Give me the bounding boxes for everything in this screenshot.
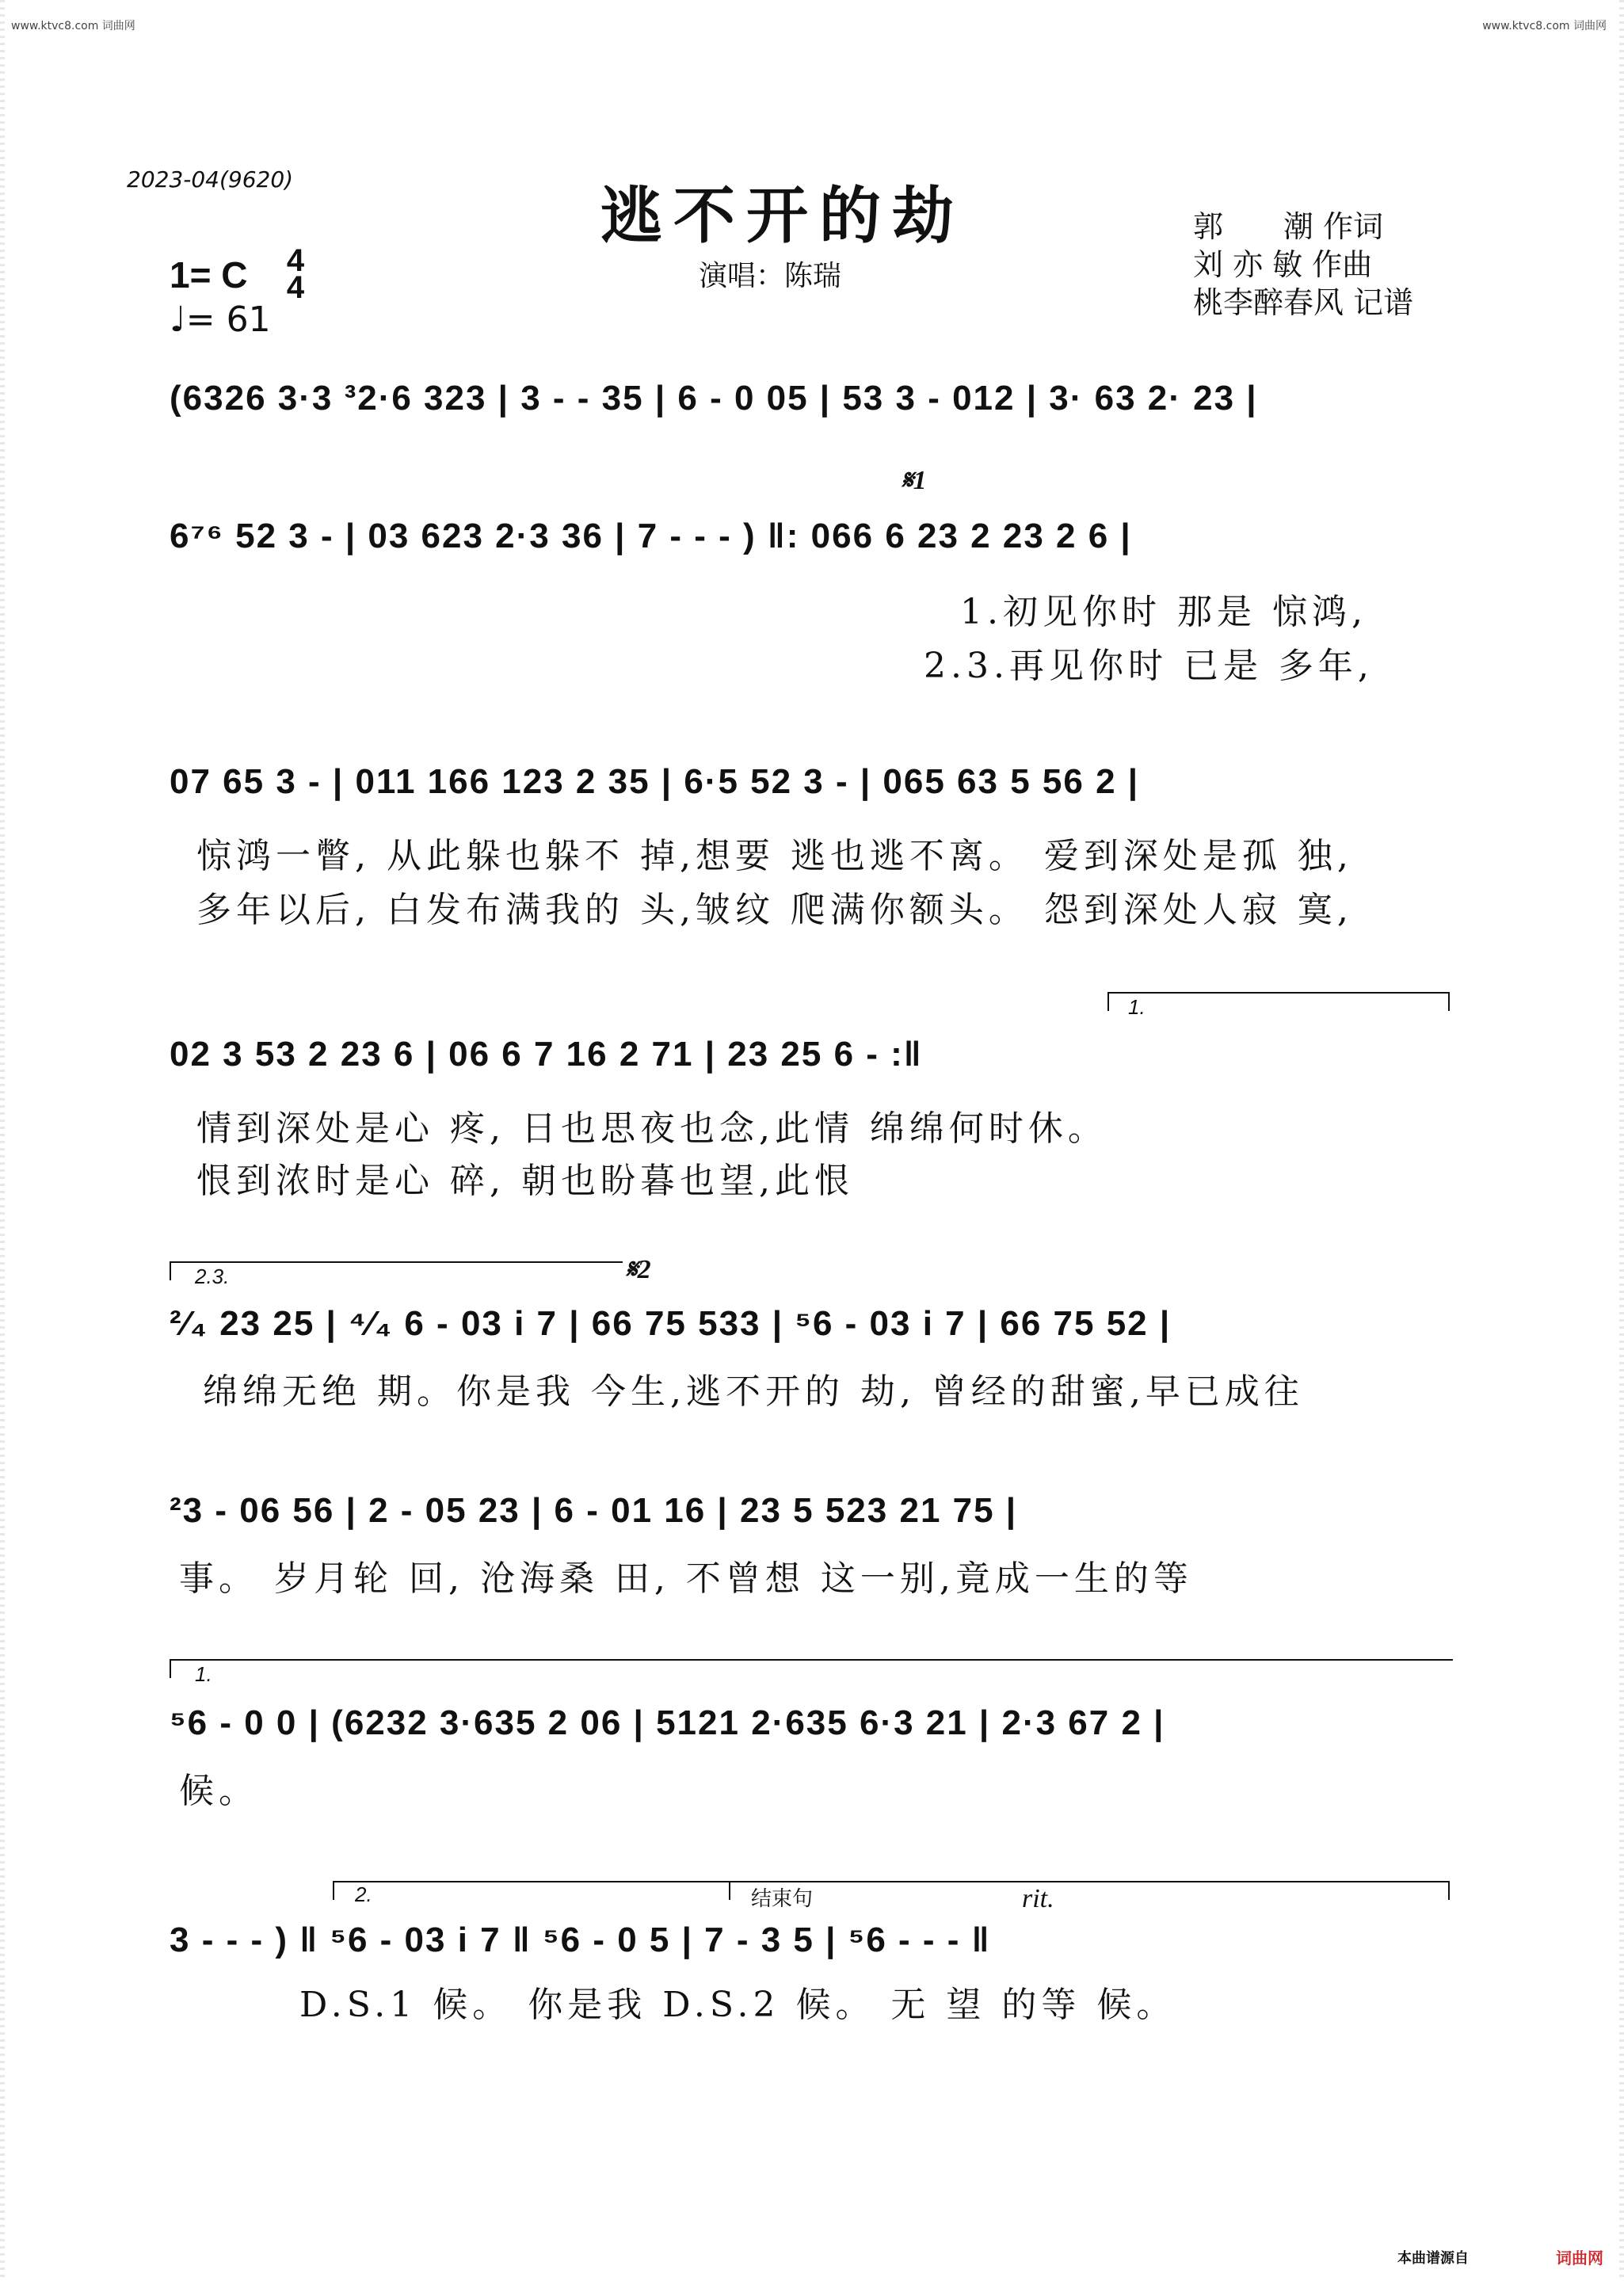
notation-row-1: (6326 3·3 ³2·6 323 | 3 - - 35 | 6 - 0 05 | 53 3 - 012 | 3· 63 2· 23 | [170,379,1258,418]
notation-row-2: 6⁷⁶ 52 3 - | 03 623 2·3 36 | 7 - - - ) ‖: 066 6 23 2 23 2 6 | [170,517,1132,555]
lyric-row-2-verse-1: 1.初见你时 那是 惊鸿, [960,592,1367,632]
notation-row-6: ²3 - 06 56 | 2 - 05 23 | 6 - 01 16 | 23 5 523 21 75 | [170,1491,1018,1530]
key-signature: 1= C [170,254,248,296]
lyricist-credit: 郭 潮 作词 [1193,209,1384,244]
lyric-row-3-verse-1: 惊鸿一瞥, 从此躲也躲不 掉,想要 逃也逃不离。 爱到深处是孤 独, [196,836,1353,876]
lyric-row-4-verse-1: 情到深处是心 疼, 日也思夜也念,此情 绵绵何时休。 [196,1108,1107,1149]
volta-bracket-2-3 [170,1261,623,1280]
song-title: 逃不开的劫 [600,180,966,252]
tempo-value: = 61 [185,299,271,340]
transcriber-credit: 桃李醉春风 记谱 [1193,285,1414,320]
lyric-row-7: 候。 [179,1771,258,1811]
ending-phrase-label: 结束句 [751,1886,814,1910]
left-edge-strip [0,0,5,2281]
volta-label-2-ending: 2. [355,1882,372,1906]
volta-label-1-ending: 1. [195,1662,212,1686]
footer-site-logo: 词曲网 [1556,2249,1603,2268]
quarter-note-icon: ♩ [170,299,186,340]
tempo-marking [170,299,271,340]
time-signature [282,243,309,305]
score-code: 2023-04(9620) [127,166,294,193]
right-edge-strip [1619,0,1624,2281]
ritardando-marking: rit. [1022,1884,1054,1913]
notation-row-4: 02 3 53 2 23 6 | 06 6 7 16 2 71 | 23 25 6 - :‖ [170,1035,923,1074]
lyric-row-4-verse-2: 恨到浓时是心 碎, 朝也盼暮也望,此恨 [196,1161,854,1201]
segno-1: 𝄋1 [902,466,927,495]
credits-block [1193,208,1413,322]
lyric-row-8: D.S.1 候。 你是我 D.S.2 候。 无 望 的等 候。 [299,1985,1176,2025]
lyric-row-6: 事。 岁月轮 回, 沧海桑 田, 不曾想 这一别,竟成一生的等 [179,1558,1193,1599]
singer-credit: 演唱：陈瑞 [699,260,842,292]
volta-bracket-1-ending [170,1659,1453,1678]
site-watermark-left: www.ktvc8.com 词曲网 [11,20,135,32]
volta-label-2-3: 2.3. [195,1264,230,1288]
segno-2: 𝄋2 [626,1255,651,1284]
lyric-row-3-verse-2: 多年以后, 白发布满我的 头,皱纹 爬满你额头。 怨到深处人寂 寞, [196,890,1353,930]
notation-row-5: ²⁄₄ 23 25 | ⁴⁄₄ 6 - 03 i 7 | 66 75 533 | ⁵6 - 03 i 7 | 66 75 52 | [170,1304,1172,1343]
footer-source-text: 本曲谱源自 [1397,2250,1469,2267]
lyric-row-2-verse-2: 2.3.再见你时 已是 多年, [924,646,1374,686]
notation-row-7: ⁵6 - 0 0 | (6232 3·635 2 06 | 5121 2·635 6·3 21 | 2·3 67 2 | [170,1703,1165,1742]
volta-label-1: 1. [1128,995,1146,1019]
volta-bracket-1 [1107,992,1450,1011]
volta-bracket-2-ending [333,1881,730,1900]
lyric-row-5: 绵绵无绝 期。你是我 今生,逃不开的 劫, 曾经的甜蜜,早已成往 [203,1371,1304,1412]
site-watermark-right: www.ktvc8.com 词曲网 [1482,20,1607,32]
notation-row-3: 07 65 3 - | 011 166 123 2 35 | 6·5 52 3 - | 065 63 5 56 2 | [170,762,1140,801]
notation-row-8: 3 - - - ) ‖ ⁵6 - 03 i 7 ‖ ⁵6 - 0 5 | 7 - 3 5 | ⁵6 - - - ‖ [170,1921,991,1959]
time-signature-bottom: 4 [286,270,305,305]
time-signature-top: 4 [286,243,305,278]
composer-credit: 刘 亦 敏 作曲 [1193,247,1373,282]
coda-bracket [729,1881,1450,1900]
